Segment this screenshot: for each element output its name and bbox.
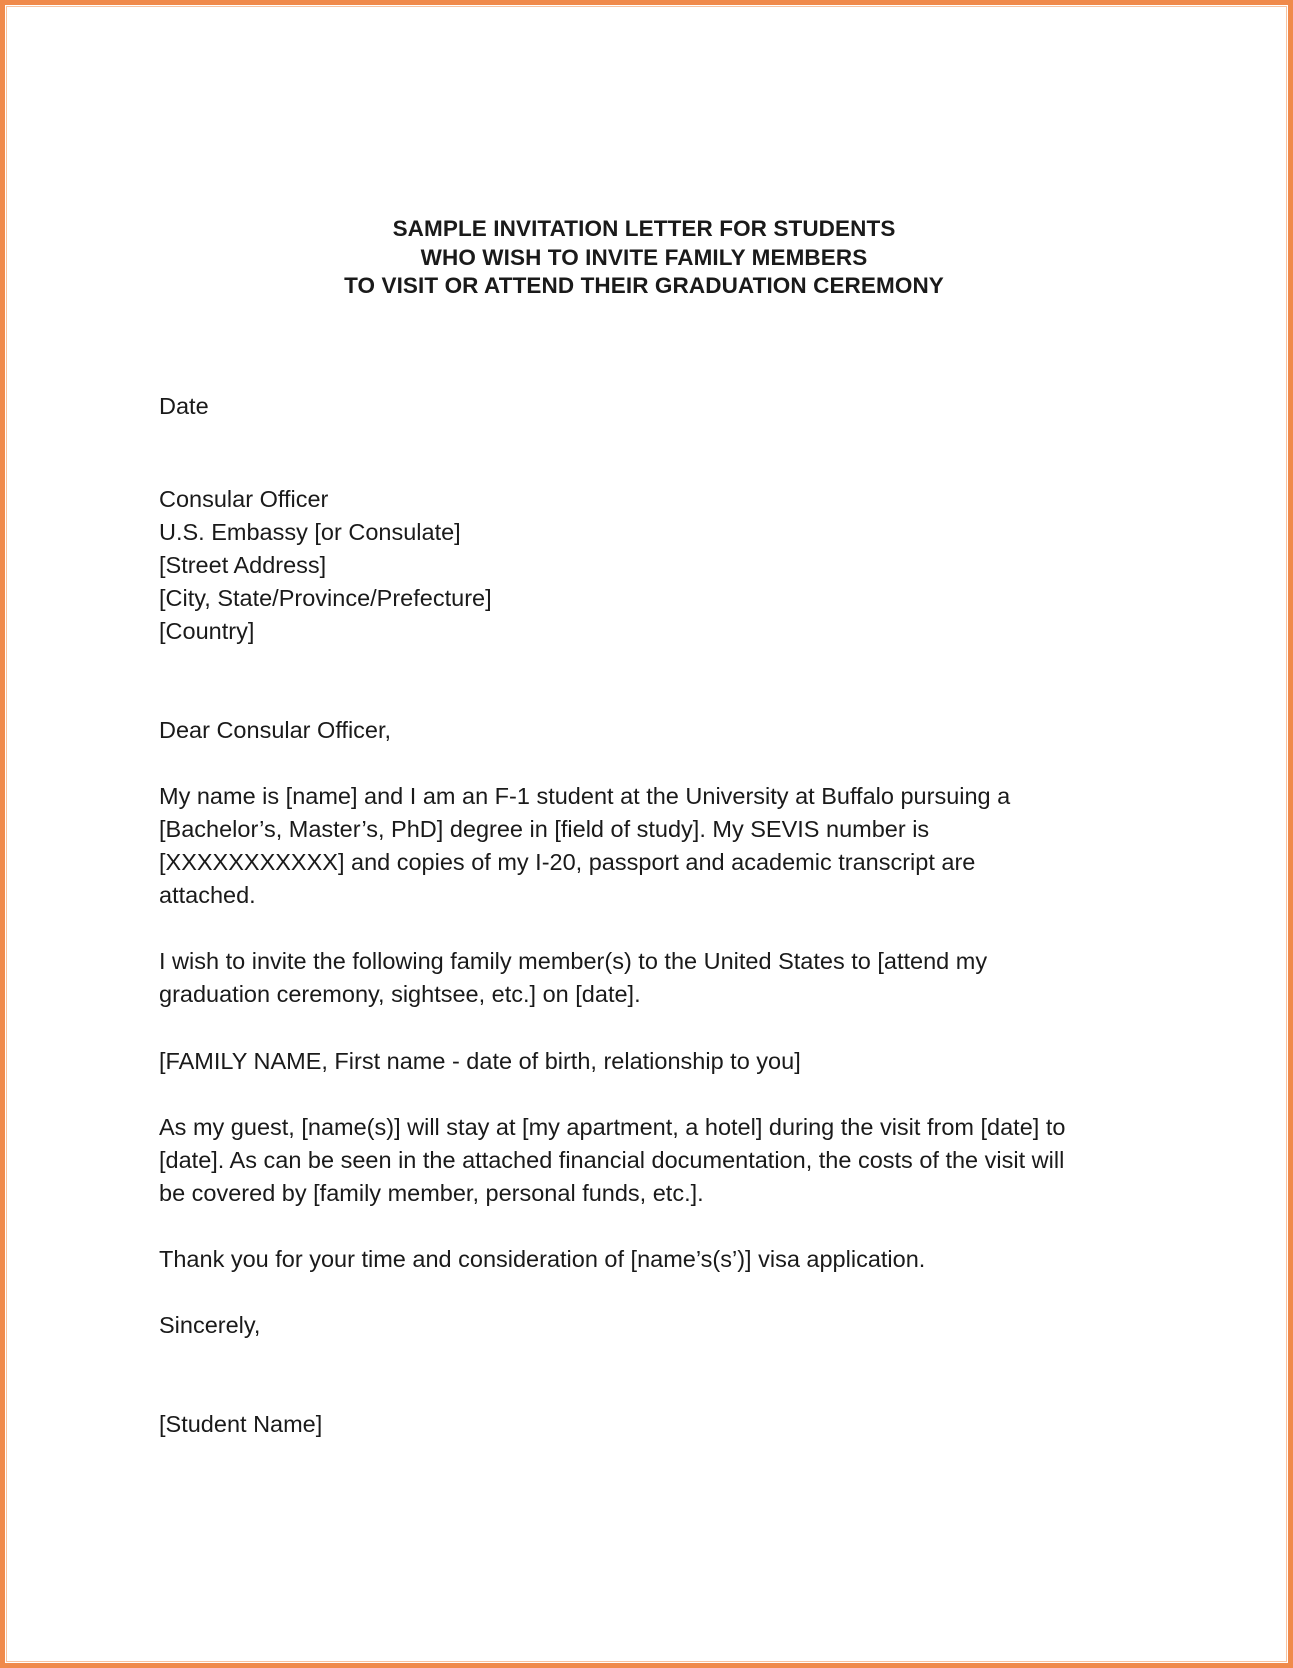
title-line-1: SAMPLE INVITATION LETTER FOR STUDENTS	[392, 216, 896, 241]
paragraph-line: [date]. As can be seen in the attached financial documentation, the costs of the visit will	[159, 1147, 1065, 1173]
paragraph-line: attached.	[159, 882, 256, 908]
closing: Sincerely,	[159, 1312, 261, 1338]
paragraph-line: [Bachelor’s, Master’s, PhD] degree in [field of study]. My SEVIS number is	[159, 816, 930, 842]
recipient-address	[159, 483, 492, 648]
recipient-line-5: [Country]	[159, 618, 255, 644]
paragraph-line: be covered by [family member, personal funds, etc.].	[159, 1180, 704, 1206]
paragraph-guest	[159, 1111, 1065, 1210]
paragraph-line: My name is [name] and I am an F-1 student at the University at Buffalo pursuing a	[159, 783, 1011, 809]
family-member-line: [FAMILY NAME, First name - date of birth, relationship to you]	[159, 1048, 801, 1074]
paragraph-line: graduation ceremony, sightsee, etc.] on [date].	[159, 981, 641, 1007]
title-line-2: WHO WISH TO INVITE FAMILY MEMBERS	[420, 244, 868, 270]
recipient-line-1: Consular Officer	[159, 486, 329, 512]
paragraph-intro	[159, 780, 1010, 912]
paragraph-line: As my guest, [name(s)] will stay at [my apartment, a hotel] during the visit from [date] to	[159, 1114, 1066, 1140]
recipient-line-3: [Street Address]	[159, 552, 327, 578]
paragraph-invite	[159, 945, 987, 1011]
paragraph-line: I wish to invite the following family member(s) to the United States to [attend my	[159, 948, 988, 974]
letter-title	[159, 215, 1129, 301]
letter-page	[159, 0, 1159, 1668]
recipient-line-4: [City, State/Province/Prefecture]	[159, 585, 492, 611]
signature: [Student Name]	[159, 1411, 323, 1437]
salutation: Dear Consular Officer,	[159, 717, 392, 743]
paragraph-line: [XXXXXXXXXXX] and copies of my I-20, passport and academic transcript are	[159, 849, 976, 875]
thanks-line: Thank you for your time and consideration of [name’s(s’)] visa application.	[159, 1246, 926, 1272]
recipient-line-2: U.S. Embassy [or Consulate]	[159, 519, 461, 545]
date-line: Date	[159, 393, 209, 419]
title-line-3: TO VISIT OR ATTEND THEIR GRADUATION CEREMONY	[344, 273, 944, 298]
